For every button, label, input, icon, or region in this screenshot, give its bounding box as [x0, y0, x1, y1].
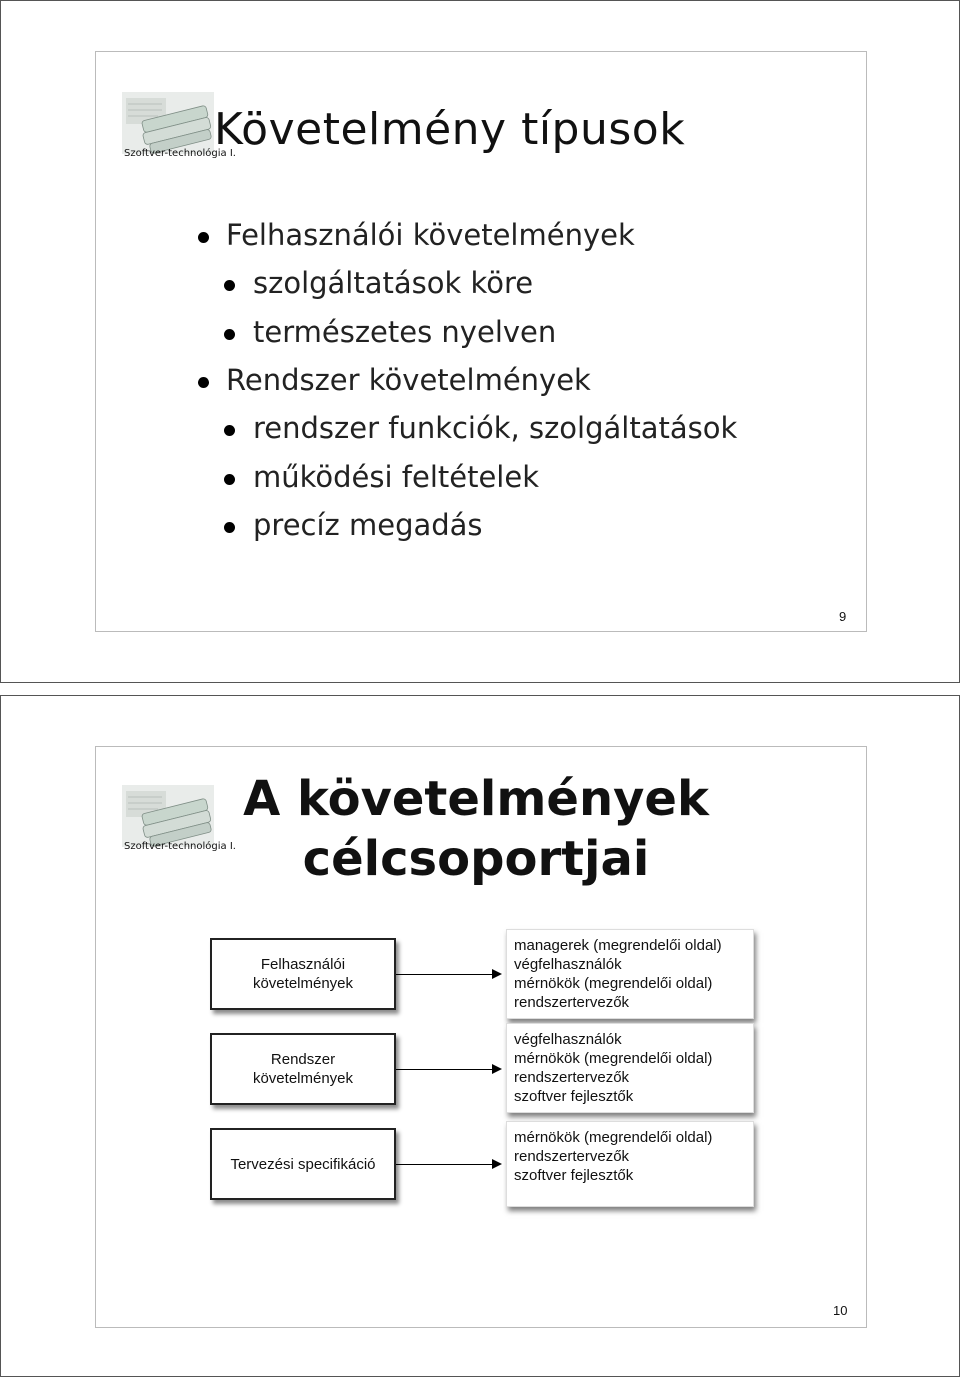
bullet-dot-icon: [198, 232, 209, 243]
page-number: 9: [839, 609, 847, 624]
page-1: [0, 0, 960, 683]
page-2: [0, 695, 960, 1377]
audience-item: mérnökök (megrendelői oldal): [514, 1050, 713, 1067]
bullet-dot-icon: [224, 329, 235, 340]
audience-box-design: [506, 1121, 754, 1207]
slide-title-line-1: A követelmények: [243, 771, 709, 827]
logo-image: [122, 785, 214, 847]
bullet-item: [224, 411, 737, 445]
requirement-box-system: [210, 1033, 396, 1105]
box-label: követelmények: [252, 1070, 354, 1087]
audience-item: végfelhasználók: [514, 956, 622, 973]
audience-item: mérnökök (megrendelői oldal): [514, 1129, 713, 1146]
audience-item: végfelhasználók: [514, 1031, 622, 1048]
requirement-box-user: [210, 938, 396, 1010]
slide-title: Követelmény típusok: [214, 104, 686, 155]
bullet-item: [224, 508, 483, 542]
audience-item: szoftver fejlesztők: [514, 1088, 634, 1105]
audience-item: szoftver fejlesztők: [514, 1167, 634, 1184]
bullet-text: működési feltételek: [253, 460, 539, 494]
bullet-dot-icon: [224, 522, 235, 533]
audience-item: mérnökök (megrendelői oldal): [514, 975, 713, 992]
audience-box-user: [506, 929, 754, 1019]
bullet-item: [224, 266, 533, 300]
bullet-text: Rendszer követelmények: [226, 363, 591, 397]
box-label: Tervezési specifikáció: [230, 1155, 376, 1173]
slide-10: [95, 746, 867, 1328]
bullet-dot-icon: [224, 474, 235, 485]
bullet-dot-icon: [224, 280, 235, 291]
slide-title-line-2: célcsoportjai: [302, 831, 650, 887]
audience-item: rendszertervezők: [514, 1069, 630, 1086]
box-label: követelmények: [252, 975, 354, 992]
box-label: Rendszer: [270, 1051, 336, 1068]
bullet-item: [198, 218, 635, 252]
page-number: 10: [833, 1303, 848, 1318]
arrow-icon: [396, 974, 500, 975]
bullet-dot-icon: [198, 377, 209, 388]
bullet-dot-icon: [224, 425, 235, 436]
box-label: Felhasználói: [260, 956, 346, 973]
bullet-text: szolgáltatások köre: [253, 266, 534, 300]
bullet-item: [198, 363, 591, 397]
logo-image: [122, 92, 214, 154]
bullet-text: Felhasználói követelmények: [226, 218, 635, 252]
bullet-item: [224, 315, 556, 349]
bullet-text: precíz megadás: [253, 508, 483, 542]
slide-title: [216, 769, 736, 889]
requirement-box-design: [210, 1128, 396, 1200]
logo-caption: Szoftver-technológia I.: [124, 841, 236, 852]
audience-item: managerek (megrendelői oldal): [514, 937, 722, 954]
bullet-text: rendszer funkciók, szolgáltatások: [253, 411, 738, 445]
arrow-icon: [396, 1069, 500, 1070]
arrow-icon: [396, 1164, 500, 1165]
audience-item: rendszertervezők: [514, 994, 630, 1011]
bullet-item: [224, 460, 539, 494]
audience-item: rendszertervezők: [514, 1148, 630, 1165]
bullet-text: természetes nyelven: [253, 315, 557, 349]
audience-box-system: [506, 1023, 754, 1113]
logo-caption: Szoftver-technológia I.: [124, 148, 236, 159]
slide-9: [95, 51, 867, 632]
